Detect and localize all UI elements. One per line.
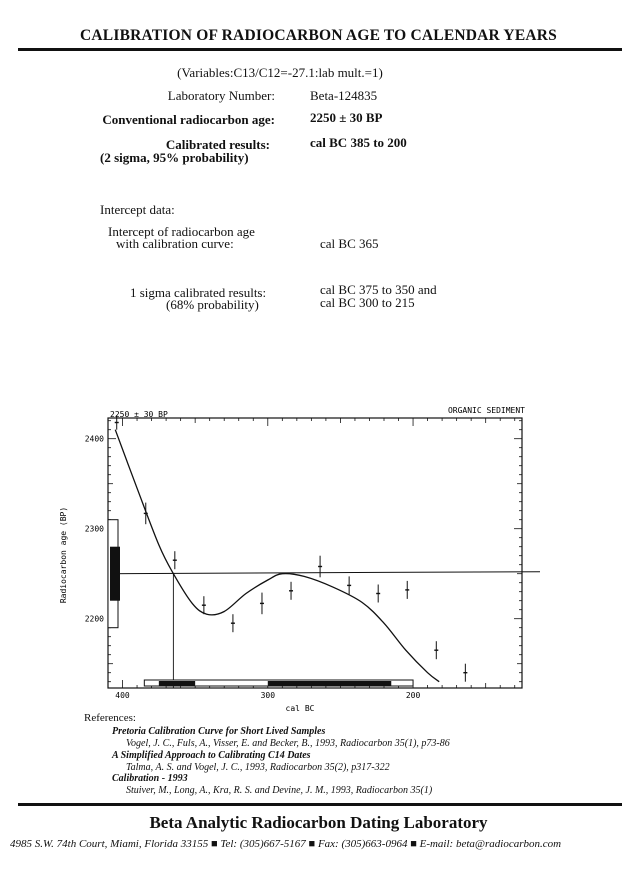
- ref-2-title: A Simplified Approach to Calibrating C14 Dates: [112, 750, 311, 761]
- x-1sigma-bar: [159, 681, 195, 686]
- calibrated-label: Calibrated results:: [165, 137, 270, 152]
- plot-frame: [108, 418, 522, 688]
- calibration-curve: [115, 430, 439, 682]
- variables-line: (Variables:C13/C12=-27.1:lab mult.=1): [177, 65, 383, 80]
- references-heading: References:: [84, 712, 136, 724]
- x-1sigma-bar: [268, 681, 391, 686]
- conv-age-label: Conventional radiocarbon age:: [102, 112, 275, 127]
- conv-age-value: 2250 ± 30 BP: [310, 110, 383, 125]
- intercept-heading: Intercept data:: [100, 202, 175, 217]
- x-tick-label: 200: [405, 691, 421, 700]
- x-axis-title: cal BC: [285, 704, 315, 713]
- calibrated-label-sub: (2 sigma, 95% probability): [100, 150, 249, 165]
- intercept-value: cal BC 365: [320, 236, 379, 251]
- intercept-label: Intercept of radiocarbon age: [108, 224, 255, 239]
- x-tick-label: 400: [115, 691, 130, 700]
- sigma1-value-2: cal BC 300 to 215: [320, 295, 415, 310]
- footer-rule: [18, 803, 622, 806]
- calibration-chart: [0, 400, 637, 720]
- sigma1-label: 1 sigma calibrated results:: [130, 285, 267, 300]
- y-1sigma-bar: [110, 547, 120, 601]
- y-tick-label: 2400: [84, 434, 104, 444]
- sigma1-value: cal BC 375 to 350 and: [320, 282, 437, 297]
- ref-1-title: Pretoria Calibration Curve for Short Lived Samples: [112, 726, 326, 737]
- lab-number-value: Beta-124835: [310, 88, 378, 103]
- ref-3-cite: Stuiver, M., Long, A., Kra, R. S. and Devine, J. M., 1993, Radiocarbon 35(1): [126, 785, 433, 796]
- lab-number-label: Laboratory Number:: [167, 88, 275, 103]
- ref-2-cite: Talma, A. S. and Vogel, J. C., 1993, Radiocarbon 35(2), p317-322: [126, 762, 390, 773]
- ref-3-title: Calibration - 1993: [112, 773, 188, 784]
- header-rule: [18, 48, 622, 51]
- page-title: CALIBRATION OF RADIOCARBON AGE TO CALENDAR YEARS: [80, 27, 557, 44]
- y-tick-label: 2200: [84, 614, 104, 624]
- sigma1-label-sub: (68% probability): [166, 297, 259, 312]
- x-tick-label: 300: [260, 691, 276, 700]
- chart-sample-label: 2250 ± 30 BP: [110, 410, 168, 419]
- y-tick-label: 2300: [84, 524, 104, 534]
- lab-name: Beta Analytic Radiocarbon Dating Laboratory: [149, 813, 488, 832]
- chart-sample-type: ORGANIC SEDIMENT: [447, 406, 525, 415]
- ref-1-cite: Vogel, J. C., Fuls, A., Visser, E. and Becker, B., 1993, Radiocarbon 35(1), p73-86: [126, 738, 450, 749]
- lab-address: 4985 S.W. 74th Court, Miami, Florida 33155 ■ Tel: (305)667-5167 ■ Fax: (305)663-0964 ■ E-mail: beta@radiocarbon.com: [10, 838, 562, 850]
- y-axis-title: Radiocarbon age (BP): [59, 506, 68, 604]
- intercept-label-sub: with calibration curve:: [116, 236, 234, 251]
- calibrated-value: cal BC 385 to 200: [310, 135, 407, 150]
